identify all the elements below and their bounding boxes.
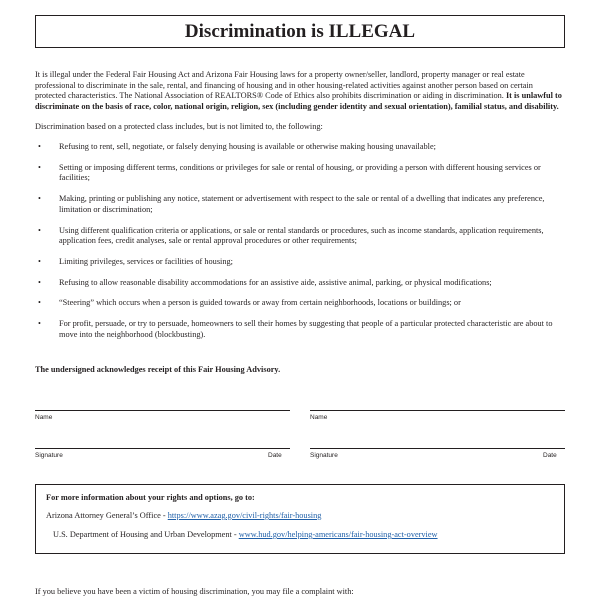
- right-name-label: Name: [310, 414, 328, 421]
- az-ag-row: [46, 511, 321, 520]
- list-item: • “Steering” which occurs when a person is guided towards or away from certain neighborhoods, locations or buildings; or: [38, 298, 461, 308]
- header-red-text: [45, 0, 101, 1]
- bullet-icon: •: [38, 162, 41, 172]
- page-title: Discrimination is ILLEGAL: [184, 20, 416, 42]
- az-ag-link[interactable]: https://www.azag.gov/civil-rights/fair-housing: [167, 511, 322, 520]
- right-signature-label: Signature: [310, 452, 338, 459]
- bullet-icon: •: [38, 319, 41, 329]
- list-item: • Using different qualification criteria or applications, or sale or rental standards or procedures, such as income standards, application requirements, application fees, credit analyses, sale or rental approval procedures or other requirements;: [38, 225, 544, 246]
- bullet-icon: •: [38, 277, 41, 287]
- list-item: • Setting or imposing different terms, conditions or privileges for sale or rental of housing, or providing a person with different housing services or facilities;: [38, 162, 541, 183]
- discrimination-list: [35, 142, 565, 340]
- left-name-label: Name: [35, 414, 53, 421]
- list-intro: Discrimination based on a protected class includes, but is not limited to, the following:: [35, 122, 323, 132]
- document-body: [35, 70, 565, 351]
- bullet-icon: •: [38, 194, 41, 204]
- right-name-line[interactable]: [310, 410, 565, 411]
- resources-box: [35, 484, 565, 554]
- bullet-icon: •: [38, 225, 41, 235]
- intro-bold-text: It is unlawful to discriminate on the basis of race, color, national origin, religion, sex (including gender identity and sexual orientation), familial status, and disability.: [35, 91, 562, 111]
- list-item: • Refusing to allow reasonable disability accommodations for an assistive aide, assistive animal, parking, or physical modifications;: [38, 277, 492, 287]
- right-signature-line[interactable]: [310, 448, 565, 449]
- left-date-label: Date: [268, 452, 282, 459]
- list-item: • Making, printing or publishing any notice, statement or advertisement with respect to the sale or rental of a dwelling that indicates any preference, limitation or discrimination;: [38, 194, 545, 214]
- right-date-label: Date: [543, 452, 557, 459]
- title-box: [35, 15, 565, 48]
- resources-heading: For more information about your rights and options, go to:: [46, 493, 255, 502]
- list-item: • Limiting privileges, services or facilities of housing;: [38, 256, 233, 266]
- list-item: • Refusing to rent, sell, negotiate, or falsely denying housing is available or otherwise making housing unavailable;: [38, 141, 436, 151]
- list-item: • For profit, persuade, or try to persuade, homeowners to sell their homes by suggesting that people of a particular protected characteristic are about to move into the neighborhood (blockbusting).: [38, 319, 553, 339]
- complaint-text: If you believe you have been a victim of housing discrimination, you may file a complaint with:: [35, 587, 354, 596]
- left-signature-label: Signature: [35, 452, 63, 459]
- hud-link[interactable]: www.hud.gov/helping-americans/fair-housing-act-overview: [238, 530, 438, 539]
- bullet-icon: •: [38, 141, 41, 151]
- acknowledgement-text: The undersigned acknowledges receipt of this Fair Housing Advisory.: [35, 365, 281, 374]
- hud-label: U.S. Department of Housing and Urban Development -: [53, 530, 239, 539]
- left-name-line[interactable]: [35, 410, 290, 411]
- bullet-icon: •: [38, 298, 41, 308]
- intro-paragraph: [35, 70, 565, 112]
- hud-row: [53, 530, 438, 539]
- left-signature-line[interactable]: [35, 448, 290, 449]
- intro-text: It is illegal under the Federal Fair Housing Act and Arizona Fair Housing laws for a property owner/seller, landlord, property manager or real estate professional to discriminate in the sale, rental, and financing of housing and in other housing-related activities against another person based on certain protected characteristics. The National Association of REALTORS® Code of Ethics also prohibits discrimination or aiding in discrimination.: [35, 70, 533, 101]
- bullet-icon: •: [38, 256, 41, 266]
- az-ag-label: Arizona Attorney General’s Office -: [46, 511, 168, 520]
